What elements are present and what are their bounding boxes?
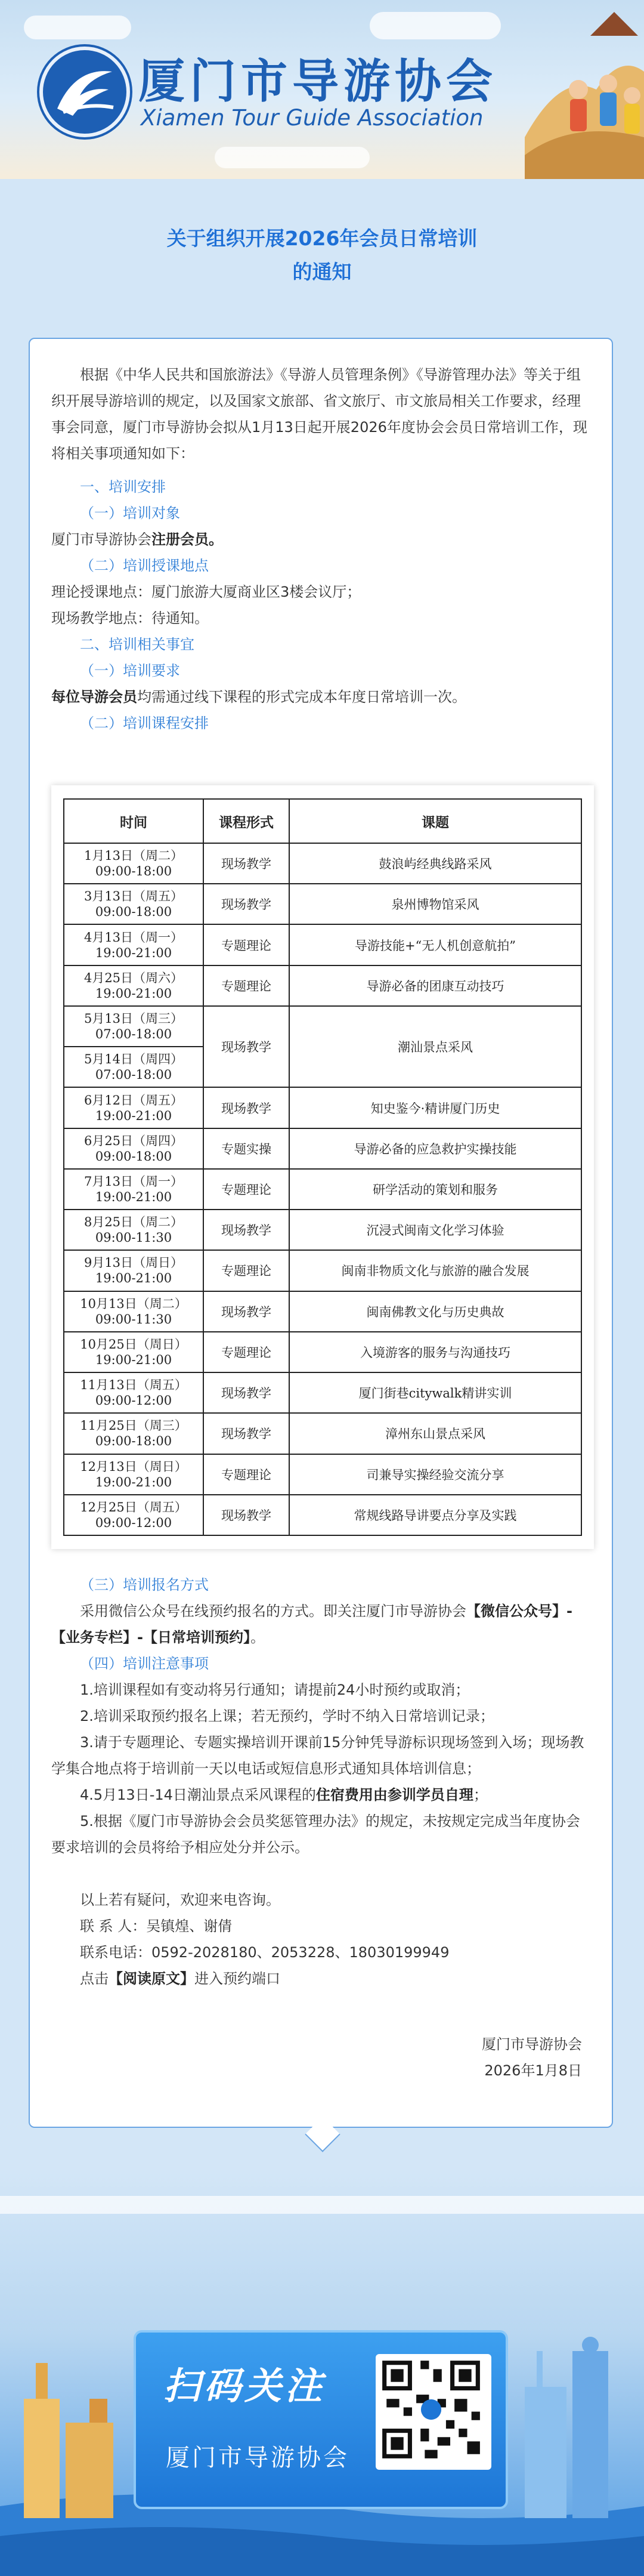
cell-course-form: 现场教学 [203, 1372, 289, 1413]
training-target-bold: 注册会员。 [151, 531, 223, 548]
col-header-time: 时间 [64, 799, 203, 843]
header-banner [0, 0, 644, 179]
cell-course-form: 专题实操 [203, 1128, 289, 1169]
signature-org: 厦门市导游协会 [482, 2036, 582, 2053]
cell-course-form: 现场教学 [203, 843, 289, 884]
title-line-2: 的通知 [292, 260, 352, 283]
cell-course-form: 现场教学 [203, 1291, 289, 1332]
section-2-sub-1: （一）培训要求 [80, 662, 180, 679]
field-location: 现场教学地点：待通知。 [51, 610, 209, 627]
cell-date: 5月14日（周四） [83, 1052, 184, 1067]
table-header-row [64, 799, 581, 843]
cell-date-time [64, 965, 203, 1006]
section-2-sub-3: （三）培训报名方式 [80, 1577, 209, 1593]
cell-topic: 沉浸式闽南文化学习体验 [289, 1210, 581, 1250]
note-4-end: ； [473, 1787, 488, 1803]
cell-date: 6月25日（周四） [83, 1133, 184, 1148]
training-target-text: 厦门市导游协会 [51, 531, 151, 548]
cell-date-time [64, 843, 203, 884]
table-row [64, 1128, 581, 1169]
note-4-bold: 住宿费用由参训学员自理 [315, 1787, 473, 1803]
contact-phone [80, 1939, 620, 1966]
read-original-line [80, 1966, 620, 1992]
signup-text: 采用微信公众号在线预约报名的方式。即关注厦门市导游协会 [80, 1603, 466, 1619]
cell-time: 19:00-21:00 [95, 1352, 172, 1367]
cell-date: 7月13日（周一） [83, 1174, 184, 1189]
cell-course-form: 专题理论 [203, 1332, 289, 1372]
title-line-1: 关于组织开展2026年会员日常培训 [166, 227, 478, 250]
cell-course-form: 专题理论 [203, 1250, 289, 1291]
cell-topic: 知史鉴今·精讲厦门历史 [289, 1087, 581, 1128]
cell-date-time [64, 1454, 203, 1495]
cell-course-form: 专题理论 [203, 924, 289, 965]
cell-date: 1月13日（周二） [83, 849, 184, 863]
table-row [64, 1006, 581, 1047]
cell-course-form: 现场教学 [203, 1495, 289, 1535]
cell-date: 11月13日（周五） [80, 1378, 187, 1393]
cell-topic: 泉州博物馆采风 [289, 884, 581, 924]
contact-phone-numbers[interactable]: 0592-2028180、2053228、18030199949 [151, 1944, 450, 1961]
cell-course-form: 专题理论 [203, 1454, 289, 1495]
cell-date: 8月25日（周二） [83, 1215, 184, 1230]
cell-course-form: 现场教学 [203, 1413, 289, 1454]
cell-date-time [64, 1413, 203, 1454]
cell-time: 09:00-12:00 [95, 1393, 172, 1408]
page-title [0, 222, 644, 289]
click-prefix: 点击 [80, 1970, 109, 1987]
follow-qr-panel [134, 2330, 508, 2509]
footer-banner [0, 2172, 644, 2576]
cell-date-time [64, 1087, 203, 1128]
cell-date-time [64, 1006, 203, 1047]
cell-time: 19:00-21:00 [95, 986, 172, 1001]
notice-card [29, 338, 613, 2128]
cell-date-time [64, 1210, 203, 1250]
contact-phone-label: 联系电话： [80, 1944, 151, 1961]
scan-follow-text: 扫码关注 [163, 2364, 326, 2408]
requirement-text: 均需通过线下课程的形式完成本年度日常培训一次。 [137, 689, 466, 705]
cell-topic: 厦门街巷citywalk精讲实训 [289, 1372, 581, 1413]
section-2-sub-4: （四）培训注意事项 [80, 1655, 209, 1672]
cell-date: 11月25日（周三） [80, 1418, 187, 1433]
cell-topic: 导游必备的团康互动技巧 [289, 965, 581, 1006]
cell-date-time [64, 1047, 203, 1087]
note-4-text: 4.5月13日-14日潮汕景点采风课程的 [80, 1787, 316, 1803]
cell-time: 09:00-18:00 [95, 864, 172, 879]
cell-date: 3月13日（周五） [83, 889, 184, 904]
cell-date-time [64, 1128, 203, 1169]
cell-time: 07:00-18:00 [95, 1027, 172, 1042]
note-3: 3.请于专题理论、专题实操培训开课前15分钟凭导游标识现场签到入场；现场教学集合地点将于培训前一天以电话或短信息形式通知具体培训信息； [51, 1734, 584, 1777]
training-requirement [51, 684, 592, 710]
guide-tourists-illustration-icon [525, 0, 644, 179]
cell-date: 10月13日（周二） [80, 1296, 187, 1311]
cell-time: 07:00-18:00 [95, 1068, 172, 1082]
click-suffix: 进入预约端口 [194, 1970, 280, 1987]
cell-date: 6月12日（周五） [83, 1093, 184, 1107]
cell-course-form: 专题理论 [203, 965, 289, 1006]
cell-date: 4月25日（周六） [83, 970, 184, 985]
cell-date: 12月25日（周五） [80, 1500, 187, 1514]
contact-person-label: 联 系 人： [80, 1918, 147, 1935]
cell-topic: 司兼导实操经验交流分享 [289, 1454, 581, 1495]
cell-time: 09:00-11:30 [95, 1312, 172, 1326]
association-logo-icon [39, 47, 130, 137]
read-original-link[interactable]: 【阅读原文】 [109, 1970, 194, 1987]
contact-person [80, 1913, 620, 1939]
cell-date-time [64, 924, 203, 965]
theory-location: 理论授课地点：厦门旅游大厦商业区3楼会议厅； [51, 584, 361, 600]
cell-date-time [64, 1372, 203, 1413]
cell-date-time [64, 1250, 203, 1291]
footer-org-name: 厦门市导游协会 [166, 2444, 349, 2472]
cell-topic: 导游技能+“无人机创意航拍” [289, 924, 581, 965]
cell-course-form: 现场教学 [203, 1087, 289, 1128]
cell-time: 09:00-18:00 [95, 1434, 172, 1449]
cell-time: 09:00-18:00 [95, 1149, 172, 1164]
col-header-topic: 课题 [289, 799, 581, 843]
cell-date-time [64, 1291, 203, 1332]
table-row [64, 843, 581, 884]
cell-course-form: 现场教学 [203, 884, 289, 924]
section-1-sub-2: （二）培训授课地点 [80, 557, 209, 574]
table-row [64, 1291, 581, 1332]
cell-topic: 导游必备的应急救护实操技能 [289, 1128, 581, 1169]
col-header-form: 课程形式 [203, 799, 289, 843]
cell-time: 09:00-18:00 [95, 905, 172, 920]
org-name-en: Xiamen Tour Guide Association [141, 105, 484, 131]
table-row [64, 1454, 581, 1495]
table-row [64, 884, 581, 924]
section-1-sub-1: （一）培训对象 [80, 505, 180, 522]
section-1-heading: 一、培训安排 [80, 479, 166, 495]
table-row [64, 1087, 581, 1128]
table-row [64, 1495, 581, 1535]
table-row [64, 1372, 581, 1413]
cell-topic: 入境游客的服务与沟通技巧 [289, 1332, 581, 1372]
table-row [64, 965, 581, 1006]
table-row [64, 1169, 581, 1210]
cell-date-time [64, 1495, 203, 1535]
cell-topic: 常规线路导讲要点分享及实践 [289, 1495, 581, 1535]
signup-end: 。 [250, 1629, 265, 1646]
cell-topic: 研学活动的策划和服务 [289, 1169, 581, 1210]
cell-date: 12月13日（周日） [80, 1459, 187, 1474]
table-row [64, 1210, 581, 1250]
cell-time: 19:00-21:00 [95, 1271, 172, 1286]
cell-topic: 漳州东山景点采风 [289, 1413, 581, 1454]
signup-method [51, 1598, 592, 1651]
table-row [64, 1250, 581, 1291]
note-4 [51, 1782, 592, 1808]
cell-topic: 潮汕景点采风 [289, 1006, 581, 1087]
cell-course-form: 现场教学 [203, 1006, 289, 1087]
schedule-table [63, 798, 582, 1536]
note-2: 2.培训采取预约报名上课；若无预约，学时不纳入日常培训记录； [80, 1708, 494, 1724]
signup-path: 【微信公众号】-【业务专栏】-【日常培训预约】 [51, 1603, 572, 1646]
cell-course-form: 专题理论 [203, 1169, 289, 1210]
cell-date-time [64, 884, 203, 924]
table-row [64, 1413, 581, 1454]
cell-date: 5月13日（周三） [83, 1011, 184, 1026]
org-name-cn: 厦门市导游协会 [138, 55, 498, 109]
training-target [51, 526, 592, 553]
schedule-table-card [51, 785, 594, 1549]
note-5: 5.根据《厦门市导游协会会员奖惩管理办法》的规定，未按规定完成当年度协会要求培训的会员将给予相应处分并公示。 [51, 1813, 580, 1856]
cell-time: 19:00-21:00 [95, 1189, 172, 1204]
cell-time: 09:00-12:00 [95, 1515, 172, 1530]
section-2-sub-2: （二）培训课程安排 [80, 715, 209, 732]
intro-paragraph: 根据《中华人民共和国旅游法》《导游人员管理条例》《导游管理办法》等关于组织开展导游培训的规定，以及国家文旅部、省文旅厅、市文旅局相关工作要求，经理事会同意，厦门市导游协会拟从1月13日起开展2026年度协会会员日常培训工作，现将相关事项通知如下： [51, 366, 587, 462]
cell-date: 10月25日（周日） [80, 1337, 187, 1352]
cell-time: 19:00-21:00 [95, 1474, 172, 1489]
cell-time: 09:00-11:30 [95, 1230, 172, 1245]
table-row [64, 924, 581, 965]
qr-code-icon[interactable] [376, 2354, 491, 2470]
requirement-bold: 每位导游会员 [51, 689, 137, 705]
signature-date: 2026年1月8日 [484, 2062, 582, 2079]
cell-time: 19:00-21:00 [95, 1108, 172, 1123]
cell-course-form: 现场教学 [203, 1210, 289, 1250]
cell-date: 9月13日（周日） [83, 1255, 184, 1270]
cell-topic: 闽南非物质文化与旅游的融合发展 [289, 1250, 581, 1291]
cell-time: 19:00-21:00 [95, 945, 172, 960]
cell-date-time [64, 1332, 203, 1372]
cell-date-time [64, 1169, 203, 1210]
contact-intro: 以上若有疑问，欢迎来电咨询。 [80, 1892, 280, 1908]
cell-topic: 鼓浪屿经典线路采风 [289, 843, 581, 884]
table-row [64, 1332, 581, 1372]
cell-topic: 闽南佛教文化与历史典故 [289, 1291, 581, 1332]
section-2-heading: 二、培训相关事宜 [80, 636, 194, 653]
cell-date: 4月13日（周一） [83, 930, 184, 945]
note-1: 1.培训课程如有变动将另行通知；请提前24小时预约或取消； [80, 1682, 470, 1698]
contact-person-names: 吴镇煌、谢倩 [146, 1918, 233, 1935]
